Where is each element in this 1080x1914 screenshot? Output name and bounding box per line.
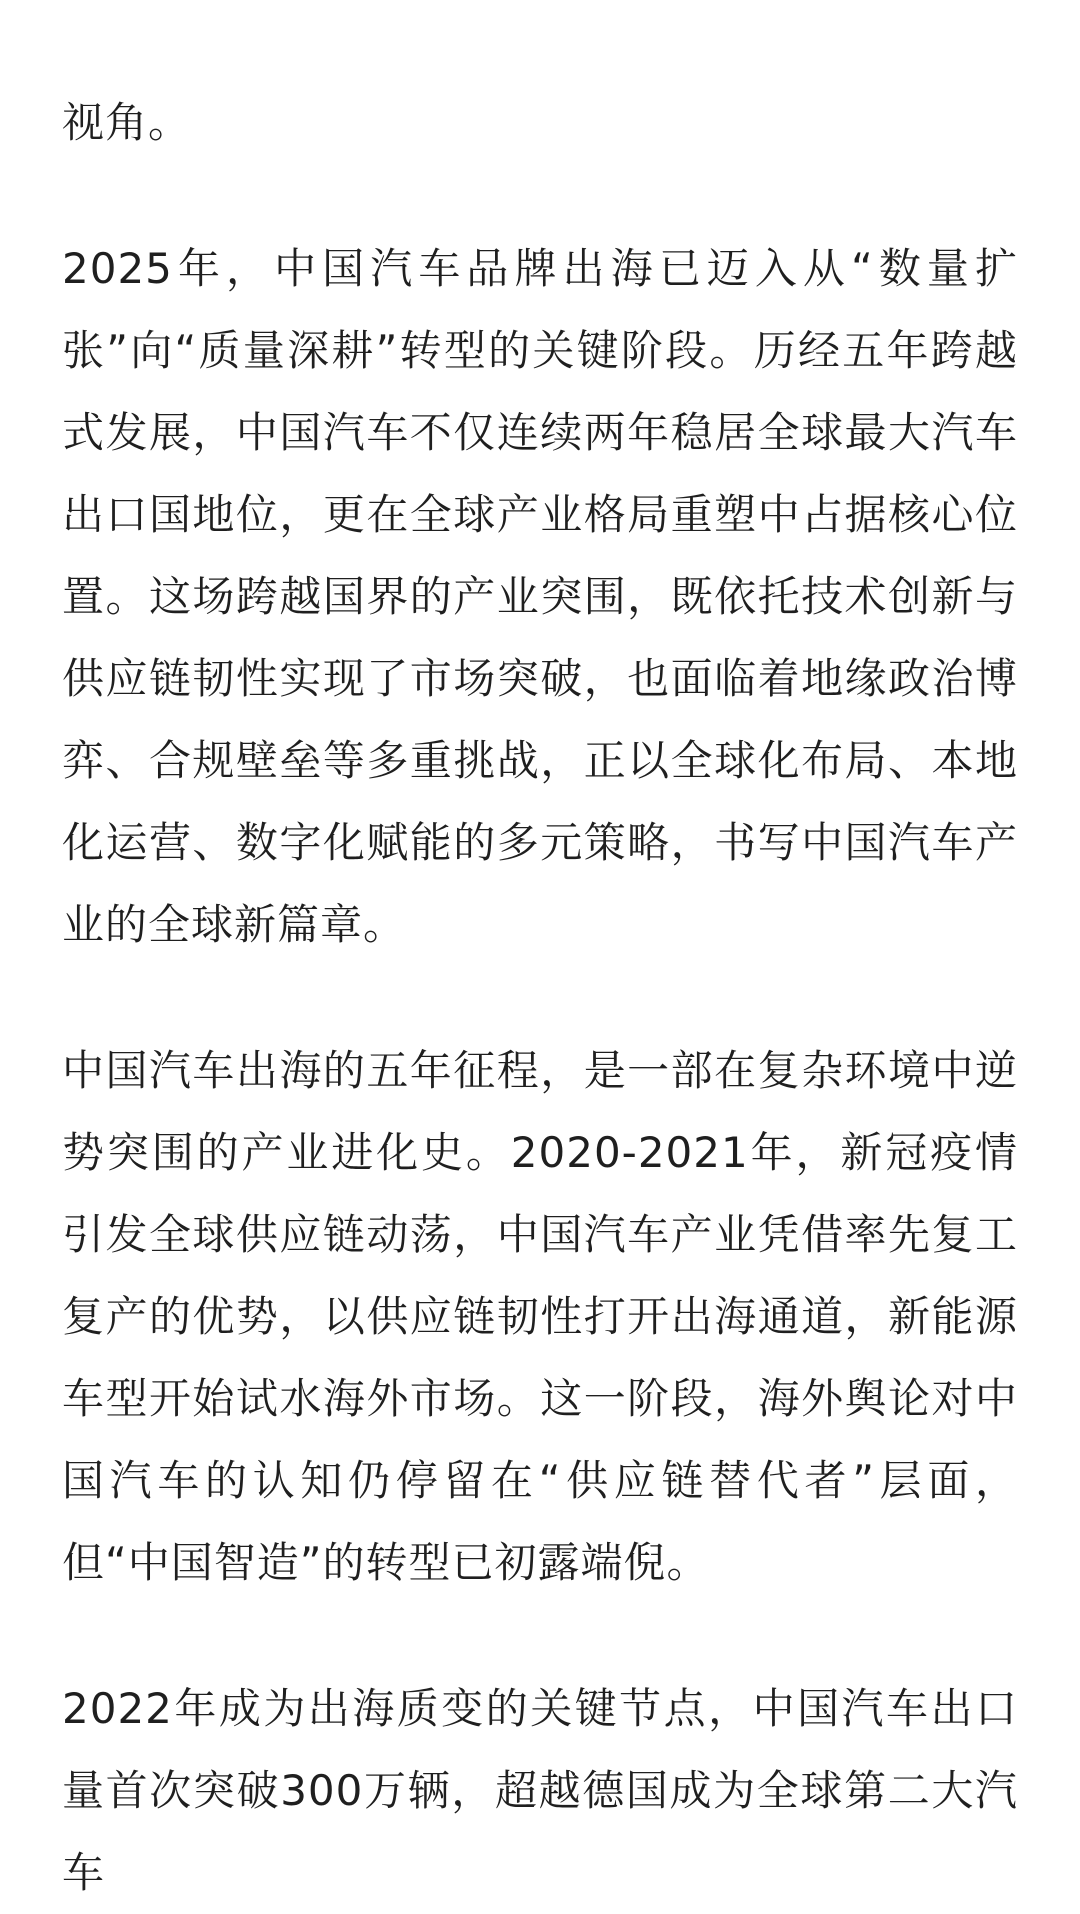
paragraph: 2025年，中国汽车品牌出海已迈入从“数量扩张”向“质量深耕”转型的关键阶段。历经五年跨越式发展，中国汽车不仅连续两年稳居全球最大汽车出口国地位，更在全球产业格局重塑中占据核心位置。这场跨越国界的产业突围，既依托技术创新与供应链韧性实现了市场突破，也面临着地缘政治博弈、合规壁垒等多重挑战，正以全球化布局、本地化运营、数字化赋能的多元策略，书写中国汽车产业的全球新篇章。	[62, 244, 1018, 949]
article-body	[62, 82, 1018, 1914]
paragraph: 2022年成为出海质变的关键节点，中国汽车出口量首次突破300万辆，超越德国成为全球第二大汽车	[62, 1684, 1018, 1897]
paragraph: 中国汽车出海的五年征程，是一部在复杂环境中逆势突围的产业进化史。2020-2021年，新冠疫情引发全球供应链动荡，中国汽车产业凭借率先复工复产的优势，以供应链韧性打开出海通道，新能源车型开始试水海外市场。这一阶段，海外舆论对中国汽车的认知仍停留在“供应链替代者”层面，但“中国智造”的转型已初露端倪。	[62, 1046, 1018, 1587]
paragraph: 视角。	[62, 98, 192, 147]
